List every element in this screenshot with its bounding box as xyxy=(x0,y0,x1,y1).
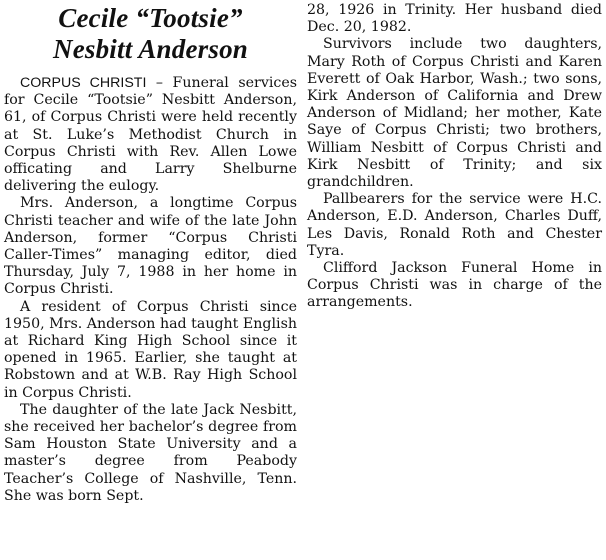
paragraph-1-text: – Funeral services for Cecile “Tootsie” Nesbitt Anderson, 61, of Corpus Christi were held recently at St. Luke’s Methodist Church in Corpus Christi with Rev. Allen Lowe officating and Larry Shelburne delivering the eulogy. xyxy=(4,75,297,195)
dateline: CORPUS CHRISTI xyxy=(20,75,147,91)
right-body xyxy=(307,2,602,312)
paragraph-4-continued: 28, 1926 in Trinity. Her husband died Dec. 20, 1982. xyxy=(307,2,602,36)
paragraph-1 xyxy=(4,75,297,195)
left-body xyxy=(4,75,297,505)
right-column xyxy=(307,0,602,312)
paragraph-3: A resident of Corpus Christi since 1950, Mrs. Anderson had taught English at Richard King High School since it opened in 1965. Earlier, she taught at Robstown and at W.B. Ray High School in Corpus Christi. xyxy=(4,298,297,401)
paragraph-funeral-home: Clifford Jackson Funeral Home in Corpus Christi was in charge of the arrangements. xyxy=(307,260,602,311)
paragraph-2: Mrs. Anderson, a longtime Corpus Christi teacher and wife of the late John Anderson, former “Corpus Christi Caller-Times” managing editor, died Thursday, July 7, 1988 in her home in Corpus Christi. xyxy=(4,195,297,298)
paragraph-pallbearers: Pallbearers for the service were H.C. Anderson, E.D. Anderson, Charles Duff, Les Davis, Ronald Roth and Chester Tyra. xyxy=(307,191,602,259)
left-column xyxy=(4,0,297,505)
headline-line-2: Nesbitt Anderson xyxy=(53,34,248,64)
headline-line-1: Cecile “Tootsie” xyxy=(58,3,243,33)
paragraph-survivors: Survivors include two daughters, Mary Roth of Corpus Christi and Karen Everett of Oak Harbor, Wash.; two sons, Kirk Anderson of California and Drew Anderson of Midland; her mother, Kate Saye of Corpus Christi; two brothers, William Nesbitt of Corpus Christi and Kirk Nesbitt of Trinity; and six grandchildren. xyxy=(307,36,602,191)
headline xyxy=(4,3,297,65)
paragraph-4: The daughter of the late Jack Nesbitt, she received her bachelor’s degree from Sam Houston State University and a master’s degree from Peabody Teacher’s College of Nashville, Tenn. She was born Sept. xyxy=(4,401,297,504)
